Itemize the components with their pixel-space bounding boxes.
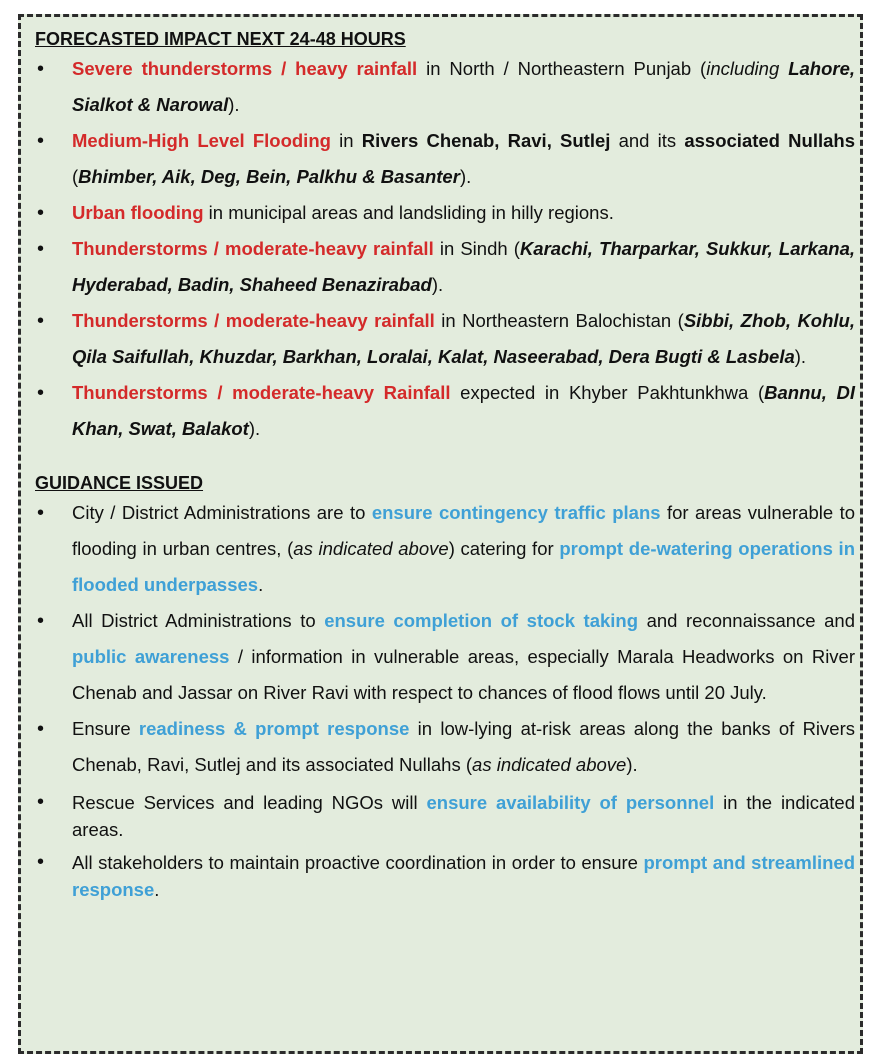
forecast-item: • Urban flooding in municipal areas and landsliding in hilly regions. [35, 195, 855, 231]
guidance-item: • All stakeholders to maintain proactive coordination in order to ensure prompt and streamlined response. [35, 849, 855, 903]
advisory-content [35, 27, 855, 903]
guidance-item: • City / District Administrations are to ensure contingency traffic plans for areas vulnerable to flooding in urban centres, (as indicated above) catering for prompt de-watering operations in flooded underpasses. [35, 495, 855, 603]
forecast-item: • Medium-High Level Flooding in Rivers Chenab, Ravi, Sutlej and its associated Nullahs (Bhimber, Aik, Deg, Bein, Palkhu & Basanter). [35, 123, 855, 195]
guidance-heading: GUIDANCE ISSUED [35, 473, 204, 493]
forecast-item: • Thunderstorms / moderate-heavy rainfall in Northeastern Balochistan (Sibbi, Zhob, Kohlu, Qila Saifullah, Khuzdar, Barkhan, Loralai, Kalat, Naseerabad, Dera Bugti & Lasbela). [35, 303, 855, 375]
forecast-list [35, 51, 855, 447]
guidance-item: • Ensure readiness & prompt response in low-lying at-risk areas along the banks of Rivers Chenab, Ravi, Sutlej and its associated Nullahs (as indicated above). [35, 711, 855, 783]
advisory-panel [18, 14, 863, 1054]
guidance-item: • All District Administrations to ensure completion of stock taking and reconnaissance and public awareness / information in vulnerable areas, especially Marala Headworks on River Chenab and Jassar on River Ravi with respect to chances of flood flows until 20 July. [35, 603, 855, 711]
forecast-item: • Thunderstorms / moderate-heavy Rainfall expected in Khyber Pakhtunkhwa (Bannu, DI Khan, Swat, Balakot). [35, 375, 855, 447]
guidance-list [35, 495, 855, 903]
guidance-item: • Rescue Services and leading NGOs will ensure availability of personnel in the indicated areas. [35, 789, 855, 843]
forecast-item: • Severe thunderstorms / heavy rainfall in North / Northeastern Punjab (including Lahore, Sialkot & Narowal). [35, 51, 855, 123]
forecast-item: • Thunderstorms / moderate-heavy rainfall in Sindh (Karachi, Tharparkar, Sukkur, Larkana, Hyderabad, Badin, Shaheed Benazirabad). [35, 231, 855, 303]
forecast-heading: FORECASTED IMPACT NEXT 24-48 HOURS [35, 29, 406, 49]
